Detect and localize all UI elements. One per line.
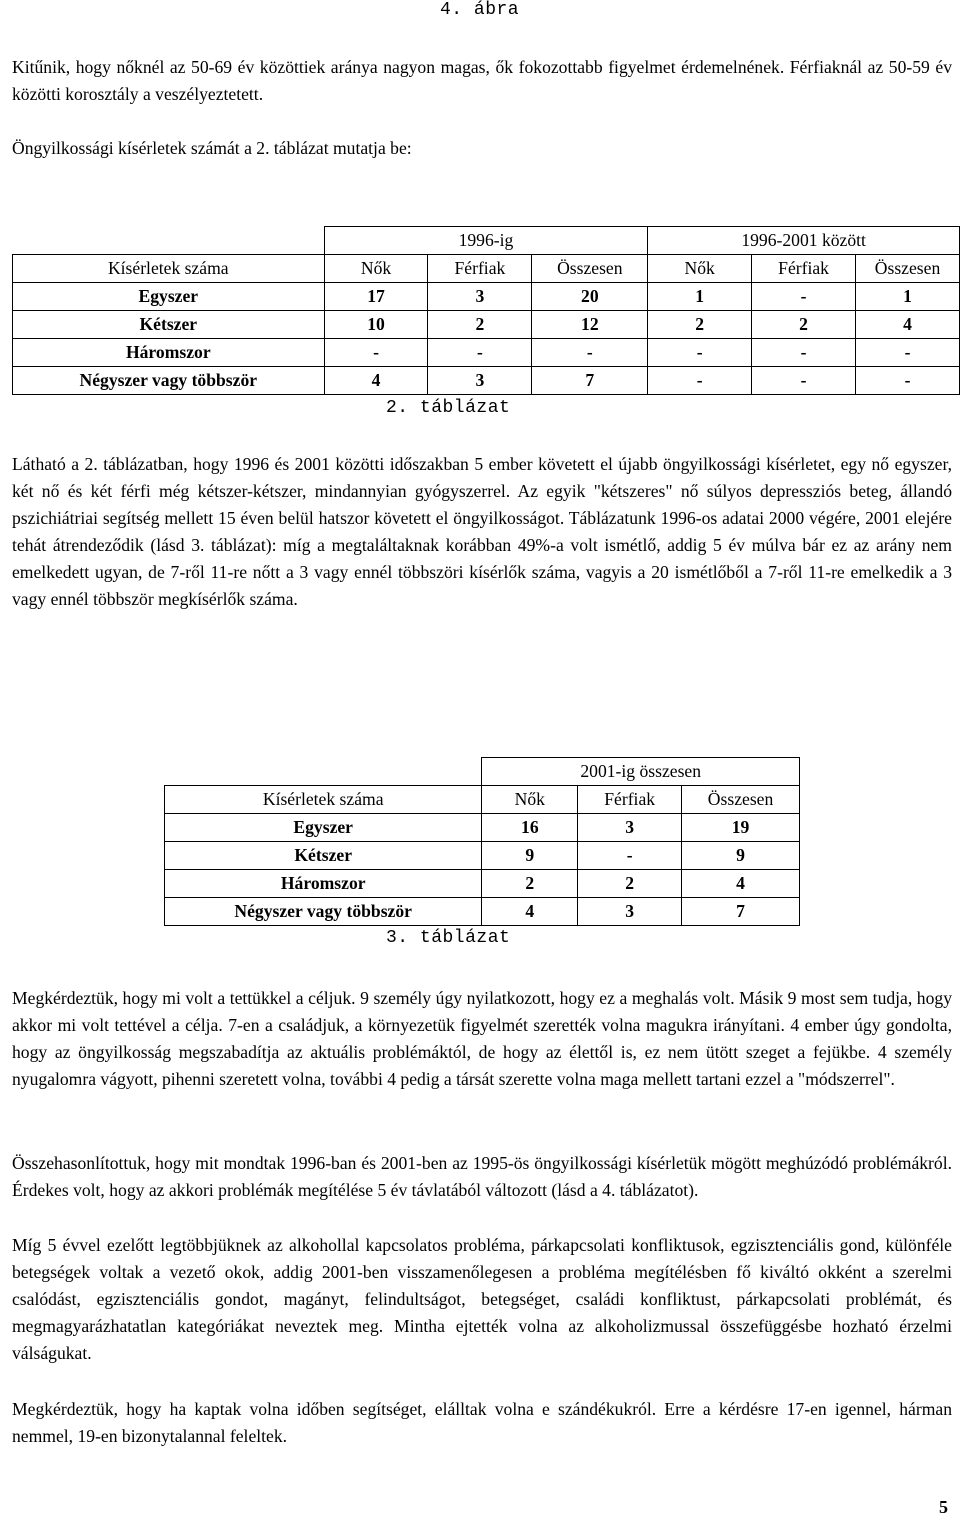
table-cell: - (648, 367, 752, 395)
table-row (165, 842, 800, 870)
column-header: Összesen (532, 255, 648, 283)
table-cell: 2 (428, 311, 532, 339)
table-3-group-header-row (165, 758, 800, 786)
table-cell: 10 (324, 311, 428, 339)
comparison-paragraph: Összehasonlítottuk, hogy mit mondtak 1996-ban és 2001-ben az 1995-ös öngyilkossági kísérletük mögött meghúzódó problémákról. Érdekes volt, hogy az akkori problémák megítélése 5 év távlatából változott (lásd a 4. táblázatot). (12, 1153, 952, 1200)
table-row (165, 870, 800, 898)
table-cell: - (752, 339, 856, 367)
column-header: Nők (648, 255, 752, 283)
table-cell: 17 (324, 283, 428, 311)
group-header-1996-2001: 1996-2001 között (648, 227, 960, 255)
table-2-caption: 2. táblázat (386, 398, 511, 418)
column-header: Férfiak (578, 786, 682, 814)
table-cell: - (324, 339, 428, 367)
table-3-header-row (165, 786, 800, 814)
row-label: Egyszer (13, 283, 325, 311)
figure-caption: 4. ábra (440, 0, 520, 20)
table-cell: 1 (856, 283, 960, 311)
table-cell: 20 (532, 283, 648, 311)
table-3-caption: 3. táblázat (386, 928, 511, 948)
table-2-analysis-paragraph: Látható a 2. táblázatban, hogy 1996 és 2001 közötti időszakban 5 ember követett el újabb öngyilkossági kísérletet, egy nő egyszer, két nő és két férfi még kétszer-kétszer, mindannyian gyógyszerrel. Az egyik "kétszeres" nő súlyos depressziós beteg, állandó pszichiátriai segítség mellett 15 éven belül hatszor követett el öngyilkosságot. Táblázatunk 1996-os adatai 2000 végére, 2001 elejére tehát átrendeződik (lásd 3. táblázat): míg a megtaláltaknak korábban 49%-a volt ismétlő, addig 5 év múlva bár ez az arány nem emelkedett ugyan, de 7-ről 11-re nőtt a 3 vagy ennél többszöri kísérlők száma, vagyis a 20 ismétlőből a 7-ről 11-re emelkedik a 3 vagy ennél többször megkísérlők száma. (12, 454, 952, 609)
column-header: Férfiak (752, 255, 856, 283)
page-number: 5 (939, 1497, 948, 1517)
group-header-1996: 1996-ig (324, 227, 648, 255)
table-2 (12, 226, 960, 395)
table-cell: 3 (428, 283, 532, 311)
table-cell: 19 (682, 814, 800, 842)
table-cell: 4 (856, 311, 960, 339)
table-cell: - (752, 283, 856, 311)
group-header-2001: 2001-ig összesen (482, 758, 800, 786)
table-cell: 1 (648, 283, 752, 311)
table-cell: 3 (428, 367, 532, 395)
table-intro-paragraph: Öngyilkossági kísérletek számát a 2. táblázat mutatja be: (12, 138, 412, 158)
table-row (13, 311, 960, 339)
column-header: Nők (482, 786, 578, 814)
table-row (13, 283, 960, 311)
column-header: Összesen (856, 255, 960, 283)
table-cell: 7 (532, 367, 648, 395)
row-label: Háromszor (165, 870, 482, 898)
table-cell: - (856, 367, 960, 395)
row-label: Négyszer vagy többször (165, 898, 482, 926)
table-cell: - (752, 367, 856, 395)
row-label: Négyszer vagy többször (13, 367, 325, 395)
help-paragraph: Megkérdeztük, hogy ha kaptak volna időben segítséget, elálltak volna e szándékukról. Erre a kérdésre 17-en igennel, hárman nemmel, 19-en bizonytalannal feleltek. (12, 1399, 952, 1446)
table-cell: 4 (324, 367, 428, 395)
table-row (13, 339, 960, 367)
table-2-header-row (13, 255, 960, 283)
table-2-group-header-row (13, 227, 960, 255)
table-cell: 7 (682, 898, 800, 926)
column-header: Összesen (682, 786, 800, 814)
table-cell: - (532, 339, 648, 367)
column-header: Kísérletek száma (165, 786, 482, 814)
row-label: Kétszer (165, 842, 482, 870)
row-label: Egyszer (165, 814, 482, 842)
column-header: Kísérletek száma (13, 255, 325, 283)
table-cell: 12 (532, 311, 648, 339)
table-row (165, 814, 800, 842)
table-cell: 2 (752, 311, 856, 339)
table-cell: 16 (482, 814, 578, 842)
alcohol-paragraph: Míg 5 évvel ezelőtt legtöbbjüknek az alkohollal kapcsolatos probléma, párkapcsolati konfliktusok, egzisztenciális gond, különféle betegségek voltak a vezető okok, addig 2001-ben visszamenőlegesen a probléma megítélésben fő kiváltó okként a szerelmi csalódást, egzisztenciális gondot, magányt, felindultságot, betegséget, családi konfliktust, párkapcsolati problémát, és megmagyarázhatatlan kategóriákat neveztek meg. Mintha ejtették volna az alkoholizmussal összefüggésbe hozható érzelmi válságukat. (12, 1235, 952, 1363)
table-cell: 3 (578, 898, 682, 926)
goals-paragraph: Megkérdeztük, hogy mi volt a tettükkel a céljuk. 9 személy úgy nyilatkozott, hogy ez a meghalás volt. Másik 9 most sem tudja, hogy akkor mi volt tettével a célja. 7-en a családjuk, a környezetük figyelmét szerették volna magukra irányítani. 4 ember úgy gondolta, hogy az öngyilkosság megszabadítja az aktuális problémáktól, de hogy az élettől is, ez nem ütött szeget a fejükbe. 4 személy nyugalomra vágyott, pihenni szeretett volna, további 4 pedig a társát szerette volna maga mellett tartani ezzel a "módszerrel". (12, 988, 952, 1089)
column-header: Nők (324, 255, 428, 283)
table-cell: 4 (682, 870, 800, 898)
table-cell: - (648, 339, 752, 367)
table-row (13, 367, 960, 395)
table-3 (164, 757, 800, 926)
row-label: Kétszer (13, 311, 325, 339)
table-cell: 2 (578, 870, 682, 898)
table-cell: - (856, 339, 960, 367)
table-cell: 2 (482, 870, 578, 898)
table-cell: 3 (578, 814, 682, 842)
table-cell: 2 (648, 311, 752, 339)
row-label: Háromszor (13, 339, 325, 367)
column-header: Férfiak (428, 255, 532, 283)
table-cell: 9 (482, 842, 578, 870)
table-cell: - (578, 842, 682, 870)
table-cell: 4 (482, 898, 578, 926)
table-row (165, 898, 800, 926)
intro-paragraph: Kitűnik, hogy nőknél az 50-69 év közöttiek aránya nagyon magas, ők fokozottabb figyelmet érdemelnének. Férfiaknál az 50-59 év közötti korosztály a veszélyeztetett. (12, 57, 952, 104)
table-cell: - (428, 339, 532, 367)
table-cell: 9 (682, 842, 800, 870)
